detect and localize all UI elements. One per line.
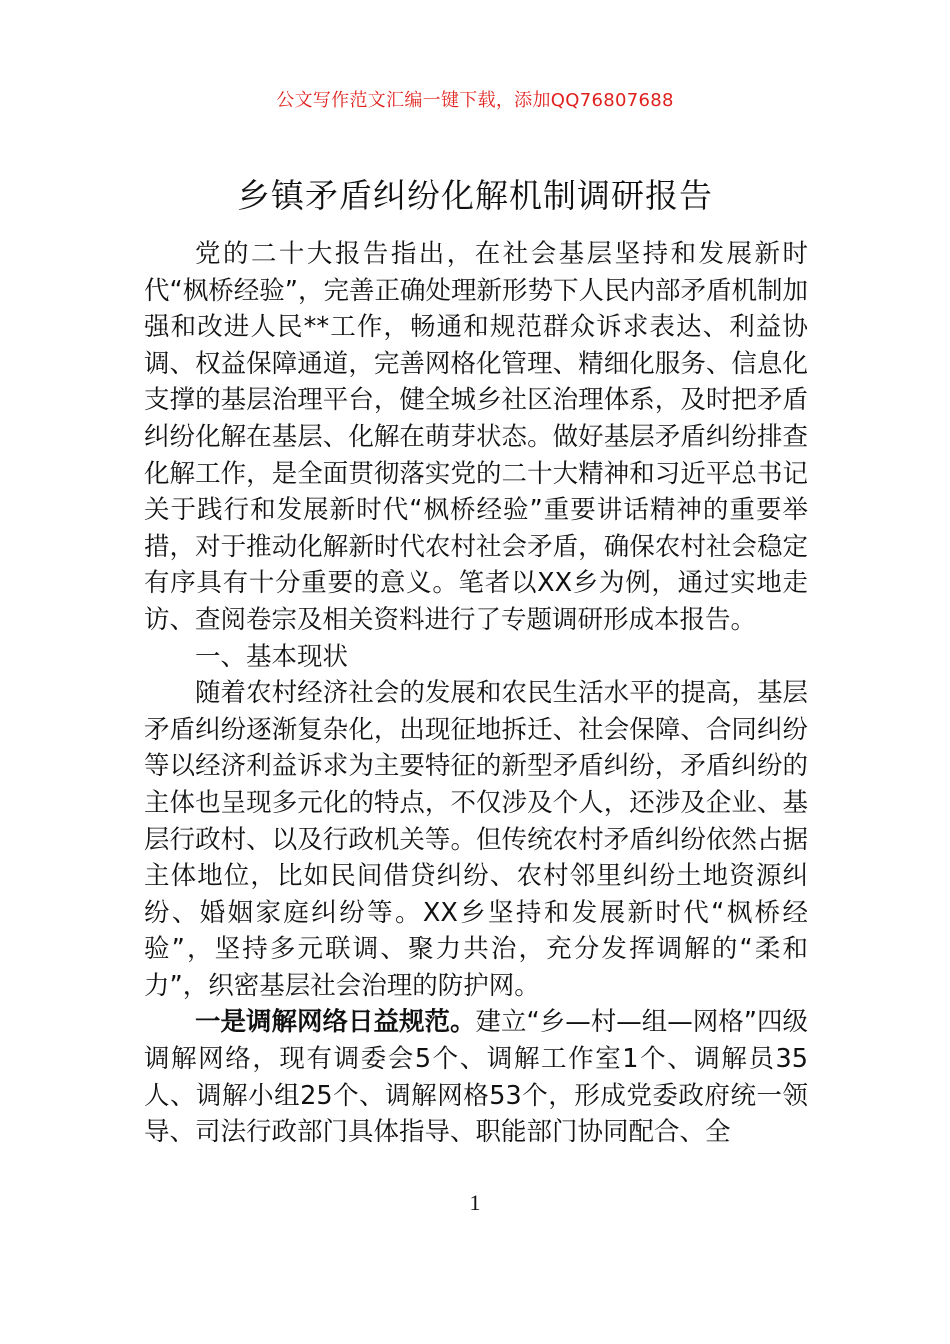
status-paragraph: 随着农村经济社会的发展和农民生活水平的提高，基层矛盾纠纷逐渐复杂化，出现征地拆迁、社会保障、合同纠纷等以经济利益诉求为主要特征的新型矛盾纠纷，矛盾纠纷的主体也呈现多元化的特点，不仅涉及个人，还涉及企业、基层行政村、以及行政机关等。但传统农村矛盾纠纷依然占据主体地位，比如民间借贷纠纷、农村邻里纠纷土地资源纠纷、婚姻家庭纠纷等。XX乡坚持和发展新时代“枫桥经验”，坚持多元联调、聚力共治，充分发挥调解的“柔和力”，织密基层社会治理的防护网。 [144, 678, 808, 1001]
page-number: 1 [469, 1190, 481, 1215]
intro-paragraph: 党的二十大报告指出，在社会基层坚持和发展新时代“枫桥经验”，完善正确处理新形势下人民内部矛盾机制加强和改进人民**工作，畅通和规范群众诉求表达、利益协调、权益保障通道，完善网格化管理、精细化服务、信息化支撑的基层治理平台，健全城乡社区治理体系，及时把矛盾纠纷化解在基层、化解在萌芽状态。做好基层矛盾纠纷排查化解工作，是全面贯彻落实党的二十大精神和习近平总书记关于践行和发展新时代“枫桥经验”重要讲话精神的重要举措，对于推动化解新时代农村社会矛盾，确保农村社会稳定有序具有十分重要的意义。笔者以XX乡为例，通过实地走访、查阅卷宗及相关资料进行了专题调研形成本报告。 [144, 239, 808, 635]
download-promo-note: 公文写作范文汇编一键下载，添加QQ76807688 [276, 90, 674, 111]
section-heading-basic-status: 一、基本现状 [195, 641, 349, 672]
mediation-network-paragraph [144, 1004, 808, 1150]
mediation-network-text: 建立“乡—村—组—网格”四级调解网络，现有调委会5个、调解工作室1个、调解员35人、调解小组25个、调解网格53个，形成党委政府统一领导、司法行政部门具体指导、职能部门协同配合、全 [144, 1007, 808, 1148]
document-title: 乡镇矛盾纠纷化解机制调研报告 [237, 176, 713, 215]
document-body [144, 236, 808, 1151]
mediation-network-lead: 一是调解网络日益规范。 [195, 1007, 476, 1038]
